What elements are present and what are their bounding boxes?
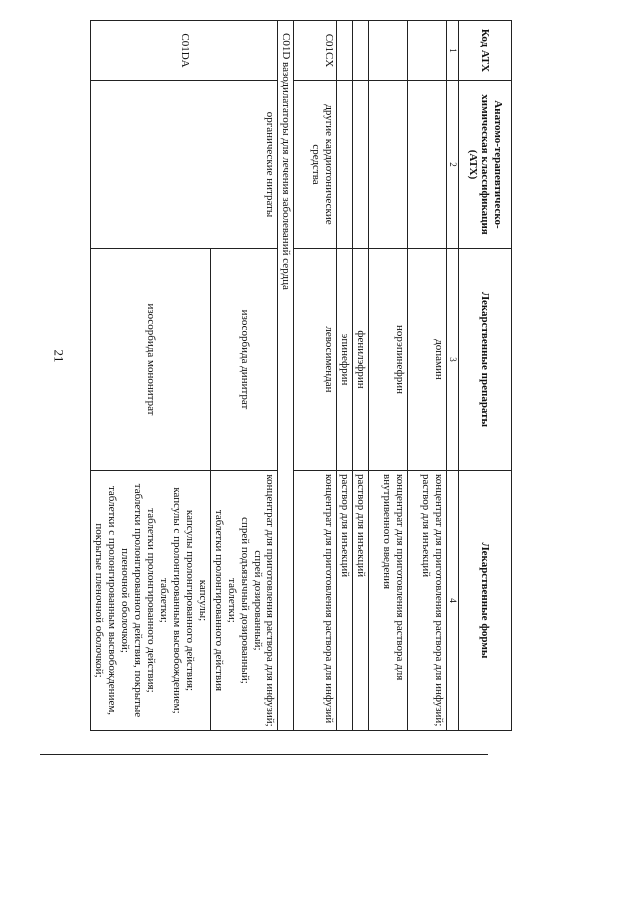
section-row (278, 21, 294, 731)
dosage-form-line: капсулы; (196, 579, 209, 622)
column-number: 3 (447, 249, 459, 471)
atc-code: C01CX (294, 21, 337, 81)
dosage-forms: раствор для инъекций (353, 471, 369, 731)
header-drugs: Лекарственные препараты (459, 249, 512, 471)
dosage-forms: концентрат для приготовления раствора для внутривенного введения (369, 471, 408, 731)
atc-class: другие кардиотонические средства (294, 81, 337, 249)
column-number-row (447, 21, 459, 731)
dosage-forms: концентрат для приготовления раствора для инфузий (294, 471, 337, 731)
atc-code: C01DA (90, 21, 278, 81)
dosage-form-line: таблетки пролонгированного действия; (144, 508, 157, 693)
medication-table (90, 20, 512, 731)
header-code: Код АТХ (459, 21, 512, 81)
drug-name: допамин (408, 249, 447, 471)
column-number: 2 (447, 81, 459, 249)
rotated-table-area (62, 20, 512, 730)
column-number: 1 (447, 21, 459, 81)
drug-name: изосорбида динитрат (210, 249, 278, 471)
dosage-forms: раствор для инъекций (337, 471, 353, 731)
table-row (353, 21, 369, 731)
page-number: 21 (51, 349, 67, 363)
drug-name: норэпинефрин (369, 249, 408, 471)
dosage-form-line: таблетки; (225, 578, 238, 623)
dosage-form-line: капсулы с пролонгированным высвобождением; (170, 487, 183, 714)
section-heading: C01D вазодилататоры для лечения заболеваний сердца (278, 21, 294, 731)
dosage-forms (210, 471, 278, 731)
dosage-form-line: таблетки с пролонгированным высвобождением, покрытые пленочной оболочкой; (92, 485, 118, 716)
header-class: Анатомо-терапевтическо-химическая классификация (АТХ) (459, 81, 512, 249)
drug-name: изосорбида мононитрат (90, 249, 210, 471)
dosage-form-line: таблетки пролонгированного действия (212, 509, 225, 692)
header-forms: Лекарственные формы (459, 471, 512, 731)
dosage-forms: концентрат для приготовления раствора для инфузий; раствор для инъекций (408, 471, 447, 731)
dosage-form-line: спрей подъязычный дозированный; (238, 517, 251, 684)
dosage-forms (90, 471, 210, 731)
column-number: 4 (447, 471, 459, 731)
dosage-form-line: спрей дозированный; (251, 550, 264, 651)
drug-name: фенилэфрин (353, 249, 369, 471)
table-row (337, 21, 353, 731)
drug-name: левосимендан (294, 249, 337, 471)
table-row (294, 21, 337, 731)
dosage-form-line: таблетки пролонгированного действия, покрытые пленочной оболочкой; (118, 483, 144, 718)
drug-name: эпинефрин (337, 249, 353, 471)
atc-class: органические нитраты (90, 81, 278, 249)
dosage-form-line: капсулы пролонгированного действия; (183, 509, 196, 692)
dosage-form-line: таблетки; (157, 578, 170, 623)
dosage-form-line: концентрат для приготовления раствора для инфузий; (264, 474, 277, 727)
table-row (408, 21, 447, 731)
table-row (210, 21, 278, 731)
header-row (459, 21, 512, 731)
footer-rule (40, 754, 488, 755)
table-row (369, 21, 408, 731)
